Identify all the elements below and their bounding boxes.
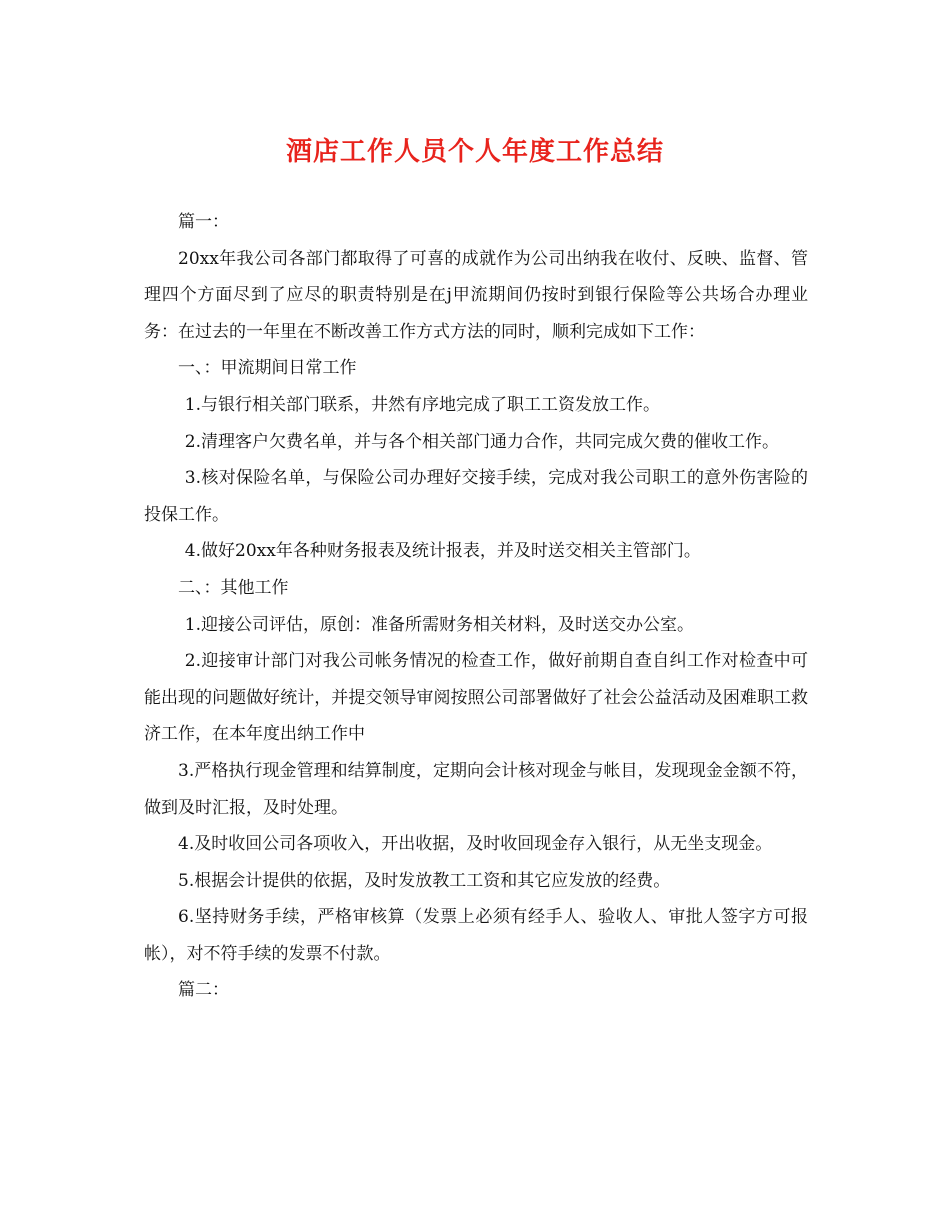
section-heading-part-two: 篇二： [178, 980, 229, 1001]
list-item: 1.与银行相关部门联系，井然有序地完成了职工工资发放工作。 [184, 394, 661, 415]
list-item: 4.做好20xx年各种财务报表及统计报表，并及时送交相关主管部门。 [184, 541, 701, 562]
list-item: 3.严格执行现金管理和结算制度，定期向会计核对现金与帐目，发现现金金额不符，做到及时汇报，及时处理。 [144, 760, 808, 818]
list-item: 2.清理客户欠费名单，并与各个相关部门通力合作，共同完成欠费的催收工作。 [184, 431, 780, 452]
list-item: 5.根据会计提供的依据，及时发放教工工资和其它应发放的经费。 [178, 870, 671, 891]
list-item: 3.核对保险名单，与保险公司办理好交接手续，完成对我公司职工的意外伤害险的投保工作。 [144, 468, 808, 525]
document-title: 酒店工作人员个人年度工作总结 [285, 137, 664, 167]
document-body [144, 204, 808, 1009]
section-heading-part-one: 篇一： [178, 212, 229, 232]
list-item: 4.及时收回公司各项收入，开出收据，及时收回现金存入银行，从无坐支现金。 [178, 834, 773, 855]
intro-paragraph: 20xx年我公司各部门都取得了可喜的成就作为公司出纳我在收付、反映、监督、管理四个方面尽到了应尽的职责特别是在j甲流期间仍按时到银行保险等公共场合办理业务：在过去的一年里在不断改善工作方式方法的同时，顺利完成如下工作： [144, 248, 808, 342]
list-item: 1.迎接公司评估，原创：准备所需财务相关材料，及时送交办公室。 [184, 614, 695, 635]
list-item: 6.坚持财务手续，严格审核算（发票上必须有经手人、验收人、审批人签字方可报帐），对不符手续的发票不付款。 [144, 907, 808, 964]
section-heading-flu-period-work: 一、：甲流期间日常工作 [178, 358, 357, 379]
list-item: 2.迎接审计部门对我公司帐务情况的检查工作，做好前期自查自纠工作对检查中可能出现的问题做好统计，并提交领导审阅按照公司部署做好了社会公益活动及困难职工救济工作，在本年度出纳工作中 [144, 651, 808, 745]
section-heading-other-work: 二、：其他工作 [178, 577, 289, 598]
